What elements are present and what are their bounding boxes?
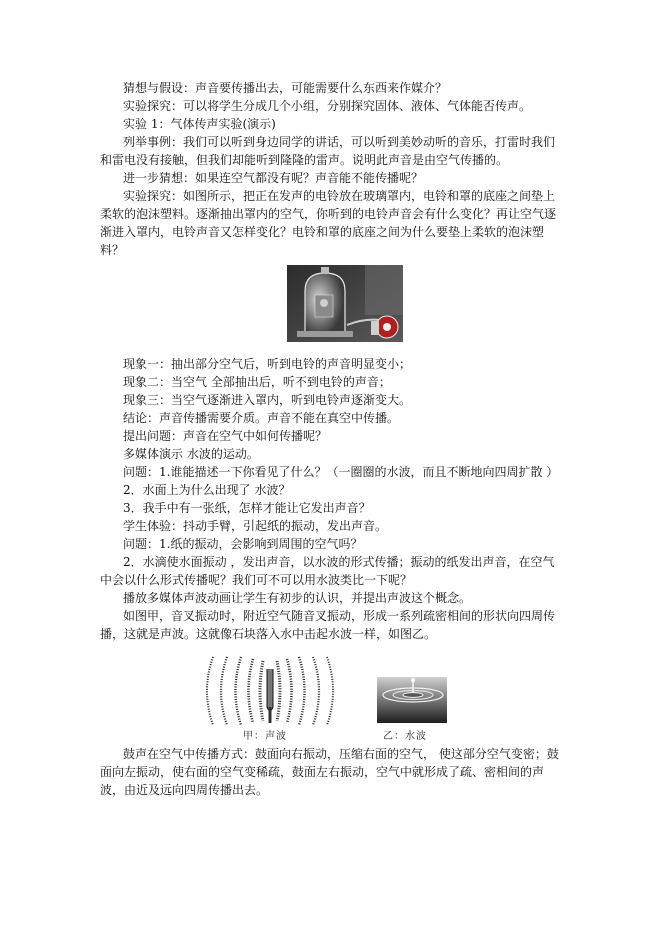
sound-wave-figure [197,655,343,727]
paragraph-paper-question: 问题：1.纸的振动，会影响到周围的空气吗？ [123,537,363,551]
paragraph-question-2: 2．水面上为什么出现了 水波？ [123,483,291,497]
paragraph-multimedia-water: 多媒体演示 水波的运动。 [123,447,259,461]
paragraph-conclusion: 结论：声音传播需要介质。声音不能在真空中传播。 [123,411,400,425]
bell-jar-photo [287,265,403,342]
paragraph-question-3: 3．我手中有一张纸，怎样才能让它发出声音？ [123,501,371,515]
paragraph-phenomenon-1: 现象一：抽出部分空气后，听到电铃的声音明显变小； [123,357,412,371]
paragraph-phenomenon-3: 现象三：当空气逐渐进入罩内，听到电铃声逐渐变大。 [123,393,412,407]
paragraph-question: 提出问题：声音在空气中如何传播呢？ [123,429,328,443]
paragraph-student-experience: 学生体验：抖动手臂，引起纸的振动，发出声音。 [123,519,388,533]
paragraph-tuning-fork: 如图甲，音叉振动时，附近空气随音叉振动，形成一系列疏密相间的形状向四周传播，这就是声波。这就像石块落入水中击起水波一样，如图乙。 [100,609,556,641]
paragraph-further-hypothesis: 进一步猜想：如果连空气都没有呢？声音能不能传播呢？ [123,171,424,185]
paragraph-examples: 列举事例：我们可以听到身边同学的讲话，可以听到美妙动听的音乐，打雷时我们和雷电没有接触，但我们却能听到隆隆的雷声。说明此声音是由空气传播的。 [100,135,556,167]
paragraph-water-drop: 2．水滴使水面振动 ，发出声音，以水波的形式传播；振动的纸发出声音，在空气中会以什么形式传播呢？我们可不可以用水波类比一下呢？ [100,555,555,587]
paragraph-phenomenon-2: 现象二：当空气 全部抽出后，听不到电铃的声音； [123,375,391,389]
paragraph-multimedia-sound: 播放多媒体声波动画让学生有初步的认识，并提出声波这个概念。 [123,591,472,605]
water-wave-figure [377,677,447,723]
paragraph-drum-sound: 鼓声在空气中传播方式：鼓面向右振动，压缩右面的空气， 使这部分空气变密；鼓面向左振动，使右面的空气变稀疏，鼓面左右振动，空气中就形成了疏、密相间的声波，由近及远向四周传播出去。 [100,747,559,797]
figure-caption-left: 甲：声波 [243,731,287,742]
paragraph-question-1: 问题：1.谁能描述一下你看见了什么？（一圈圈的水波，而且不断地向四周扩散 ） [123,465,559,479]
paragraph-hypothesis: 猜想与假设：声音要传播出去，可能需要什么东西来作媒介？ [123,81,448,95]
figure-caption-right: 乙：水波 [383,731,427,742]
paragraph-bell-jar-experiment: 实验探究：如图所示，把正在发声的电铃放在玻璃罩内，电铃和罩的底座之间垫上柔软的泡沫塑料。逐渐抽出罩内的空气，你听到的电铃声音会有什么变化？再让空气逐渐进入罩内，电铃声音又怎样变化？电铃和罩的底座之间为什么要垫上柔软的泡沫塑料？ [100,189,557,257]
paragraph-experiment-1: 实验 1：气体传声实验(演示) [123,117,276,131]
paragraph-experiment-inquiry: 实验探究：可以将学生分成几个小组，分别探究固体、液体、气体能否传声。 [123,99,532,113]
